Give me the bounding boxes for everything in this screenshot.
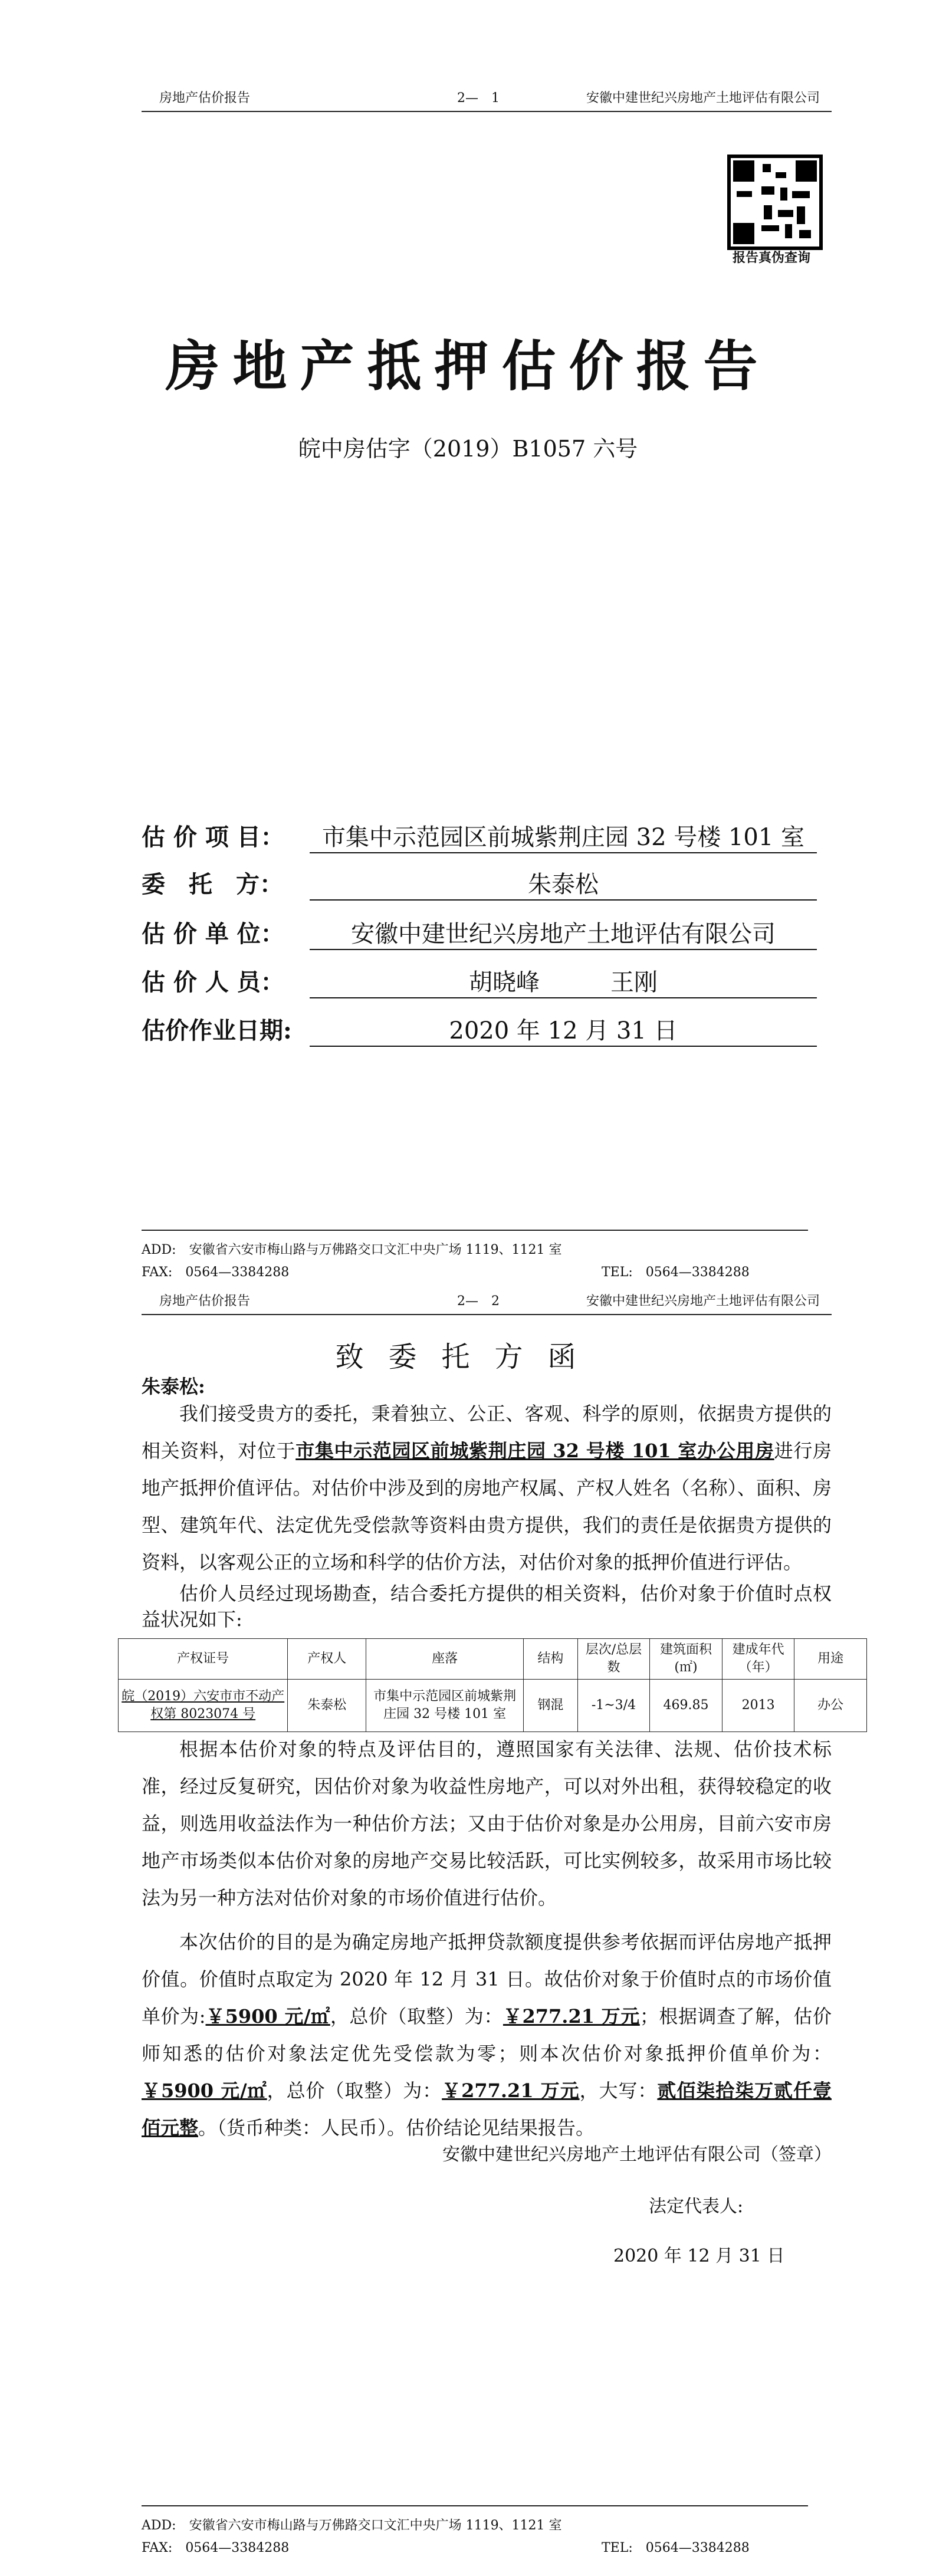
table-header-cell: 建成年代（年）	[722, 1639, 794, 1680]
report-title: 房地产抵押估价报告	[165, 334, 771, 398]
field-value: 朱泰松	[310, 866, 817, 901]
footer-fax: FAX: 0564—3384288	[142, 2541, 290, 2555]
table-cell: 钢混	[524, 1680, 578, 1732]
salutation: 朱泰松:	[142, 1375, 205, 1398]
footer-tel: TEL: 0564—3384288	[602, 2541, 750, 2555]
footer-fax: FAX: 0564—3384288	[142, 1265, 290, 1280]
field-label: 估 价 项 目：	[142, 823, 284, 851]
table-cell: 469.85	[650, 1680, 722, 1732]
property-rights-table	[118, 1638, 867, 1732]
field-label: 估 价 人 员：	[142, 968, 284, 996]
field-value: 胡晓峰 王刚	[310, 964, 817, 998]
letter-title: 致委托方函	[335, 1340, 601, 1374]
paragraph-3: 根据本估价对象的特点及评估目的，遵照国家有关法律、法规、估价技术标准，经过反复研究，因估价对象为收益性房地产，可以对外出租，获得较稳定的收益，则选用收益法作为一种估价方法；又由于估价对象是办公用房，目前六安市房地产市场类似本估价对象的房地产交易比较活跃，可比实例较多，故采用市场比较法为另一种方法对估价对象的市场价值进行估价。	[142, 1738, 832, 1909]
header-left: 房地产估价报告	[159, 91, 251, 106]
table-header-cell: 层次/总层数	[577, 1639, 650, 1680]
footer-rule	[142, 1230, 808, 1231]
text-segment: 进行房地产抵押价值评估。对估价中涉及到的房地产权属、产权人姓名（名称）、面积、房型、建筑年代、法定优先受偿款等资料由贵方提供，我们的责任是依据贵方提供的资料，以客观公正的立场和科学的估价方法，对估价对象的抵押价值进行评估。	[142, 1440, 832, 1573]
table-header-cell: 建筑面积(㎡)	[650, 1639, 722, 1680]
field-value: 2020 年 12 月 31 日	[310, 1012, 817, 1047]
text-segment: ，大写：	[579, 2079, 658, 2102]
text-segment: 我们接受贵方的委托，秉着独立、公正、客观、科学的原则，依据贵方提供的相关资料，对位于	[142, 1402, 832, 1462]
footer-address: ADD: 安徽省六安市梅山路与万佛路交口文汇中央广场 1119、1121 室	[142, 2518, 562, 2533]
text-segment: 本次估价的目的是为确定房地产抵押贷款额度提供参考依据而评估房地产抵押价值。价值时点取定为 2020 年 12 月 31 日。故估价对象于价值时点的市场价值单价为:	[142, 1931, 832, 2028]
page1-header	[142, 83, 832, 112]
field-label: 估价作业日期:	[142, 1017, 292, 1044]
text-segment: 。（货币种类：人民币）。估价结论见结果报告。	[198, 2117, 595, 2139]
table-cell: 2013	[722, 1680, 794, 1732]
header-page-number: 2— 1	[457, 91, 500, 106]
table-cell: 市集中示范园区前城紫荆庄园 32 号楼 101 室	[366, 1680, 524, 1732]
total-price: ￥277.21 万元	[503, 2005, 640, 2028]
table-header-cell: 产权人	[288, 1639, 366, 1680]
mortgage-total-price: ￥277.21 万元	[442, 2079, 580, 2102]
letter-date: 2020 年 12 月 31 日	[613, 2246, 785, 2266]
field-label: 估 价 单 位：	[142, 920, 284, 948]
paragraph-4	[142, 1924, 832, 2147]
table-header-cell: 用途	[794, 1639, 867, 1680]
field-value: 安徽中建世纪兴房地产土地评估有限公司	[310, 915, 817, 950]
property-address: 市集中示范园区前城紫荆庄园 32 号楼 101 室办公用房	[295, 1440, 774, 1462]
table-cell: 皖（2019）六安市市不动产权第 8023074 号	[119, 1680, 288, 1732]
company-signature: 安徽中建世纪兴房地产土地评估有限公司（签章）	[442, 2144, 832, 2165]
unit-price: ￥5900 元/㎡	[205, 2005, 330, 2028]
header-right: 安徽中建世纪兴房地产土地评估有限公司	[586, 1294, 820, 1309]
field-value: 市集中示范园区前城紫荆庄园 32 号楼 101 室	[310, 819, 817, 853]
legal-representative: 法定代表人:	[649, 2196, 744, 2217]
table-header-cell: 座落	[366, 1639, 524, 1680]
paragraph-1	[142, 1395, 832, 1581]
table-header-cell: 产权证号	[119, 1639, 288, 1680]
table-cell: 朱泰松	[288, 1680, 366, 1732]
field-label: 委 托 方：	[142, 870, 283, 898]
header-page-number: 2— 2	[457, 1294, 500, 1309]
page2-header	[142, 1286, 832, 1315]
footer-rule	[142, 2505, 808, 2506]
text-segment: ；根据调查了解，估价师知悉的估价对象法定优先受偿款为零；则本次估价对象抵押价值单价为：	[142, 2005, 832, 2065]
table-header-row	[119, 1639, 867, 1680]
paragraph-2: 估价人员经过现场勘查，结合委托方提供的相关资料，估价对象于价值时点权益状况如下:	[142, 1582, 832, 1631]
document-number: 皖中房估字（2019）B1057 六号	[298, 436, 638, 462]
qr-code-icon[interactable]	[727, 155, 823, 250]
header-left: 房地产估价报告	[159, 1294, 251, 1309]
amount-in-words: 贰佰柒拾柒万贰仟壹佰元整	[142, 2079, 832, 2139]
header-right: 安徽中建世纪兴房地产土地评估有限公司	[586, 91, 820, 106]
table-header-cell: 结构	[524, 1639, 578, 1680]
footer-tel: TEL: 0564—3384288	[602, 1265, 750, 1280]
text-segment: ，总价（取整）为：	[330, 2005, 503, 2028]
text-segment: ，总价（取整）为：	[267, 2079, 442, 2102]
footer-address: ADD: 安徽省六安市梅山路与万佛路交口文汇中央广场 1119、1121 室	[142, 1243, 562, 1257]
qr-caption: 报告真伪查询	[732, 250, 810, 265]
mortgage-unit-price: ￥5900 元/㎡	[142, 2079, 267, 2102]
table-cell: -1~3/4	[577, 1680, 650, 1732]
table-row	[119, 1680, 867, 1732]
table-cell: 办公	[794, 1680, 867, 1732]
